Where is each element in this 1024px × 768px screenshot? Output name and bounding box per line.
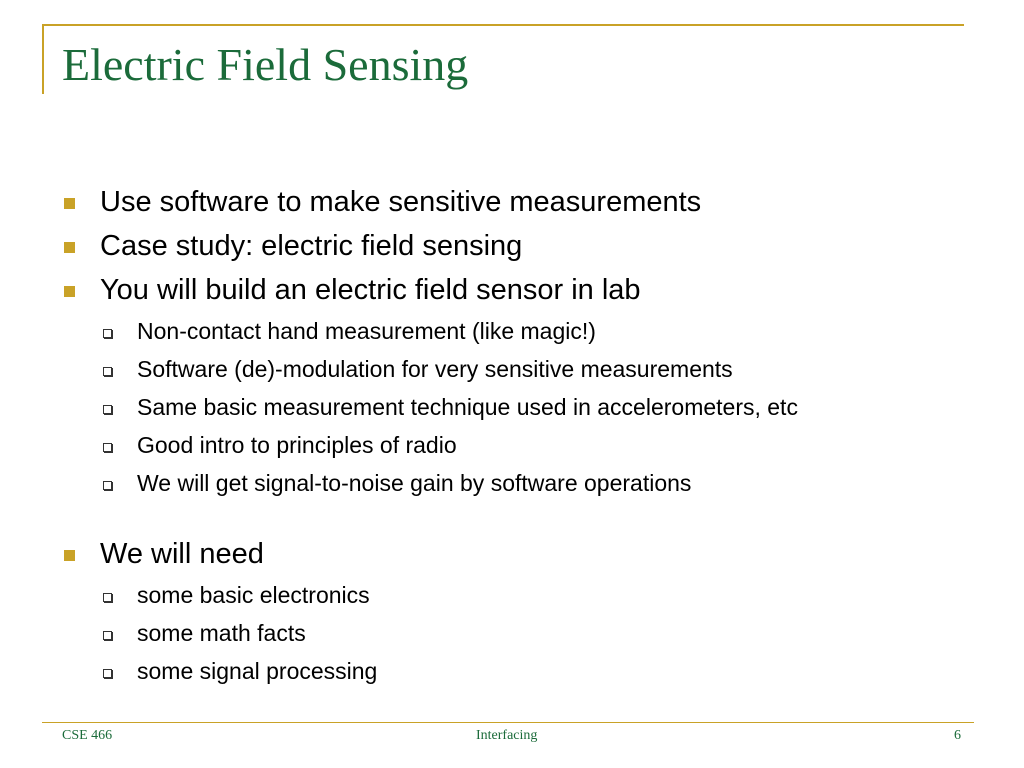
footer-rule <box>42 722 974 723</box>
sub-bullet-item <box>62 350 982 388</box>
bullet-text: Case study: electric field sensing <box>100 230 523 262</box>
square-bullet-icon <box>64 286 75 297</box>
slide-content <box>62 180 982 690</box>
slide-number: 6 <box>954 728 961 743</box>
title-left-rule <box>42 24 44 94</box>
square-bullet-icon <box>64 198 75 209</box>
hollow-square-bullet-icon <box>103 669 112 678</box>
bullet-text: We will need <box>100 538 264 570</box>
square-bullet-icon <box>64 550 75 561</box>
hollow-square-bullet-icon <box>103 443 112 452</box>
sub-bullet-text: some math facts <box>137 620 306 646</box>
footer-course: CSE 466 <box>62 728 113 743</box>
sub-bullet-text: We will get signal-to-noise gain by software operations <box>137 470 692 496</box>
bullet-item <box>62 532 982 576</box>
sub-bullet-item <box>62 576 982 614</box>
sub-bullet-text: some signal processing <box>137 658 378 684</box>
sub-bullet-text: Non-contact hand measurement (like magic!) <box>137 318 596 344</box>
hollow-square-bullet-icon <box>103 593 112 602</box>
square-bullet-icon <box>64 242 75 253</box>
sub-bullet-item <box>62 388 982 426</box>
hollow-square-bullet-icon <box>103 367 112 376</box>
bullet-item <box>62 224 982 268</box>
title-top-rule <box>42 24 964 26</box>
sub-bullet-item <box>62 652 982 690</box>
sub-bullet-item <box>62 614 982 652</box>
bullet-item <box>62 180 982 224</box>
sub-bullet-text: Same basic measurement technique used in accelerometers, etc <box>137 394 798 420</box>
hollow-square-bullet-icon <box>103 405 112 414</box>
sub-bullet-item <box>62 426 982 464</box>
hollow-square-bullet-icon <box>103 631 112 640</box>
sub-bullet-text: Software (de)-modulation for very sensitive measurements <box>137 356 733 382</box>
sub-bullet-text: Good intro to principles of radio <box>137 432 457 458</box>
sub-bullet-text: some basic electronics <box>137 582 370 608</box>
sub-bullet-item <box>62 464 982 502</box>
bullet-text: You will build an electric field sensor in lab <box>100 274 641 306</box>
bullet-item <box>62 268 982 312</box>
hollow-square-bullet-icon <box>103 329 112 338</box>
bullet-text: Use software to make sensitive measurements <box>100 186 702 218</box>
footer-topic: Interfacing <box>476 728 538 743</box>
sub-bullet-item <box>62 312 982 350</box>
hollow-square-bullet-icon <box>103 481 112 490</box>
slide-title: Electric Field Sensing <box>62 39 469 90</box>
